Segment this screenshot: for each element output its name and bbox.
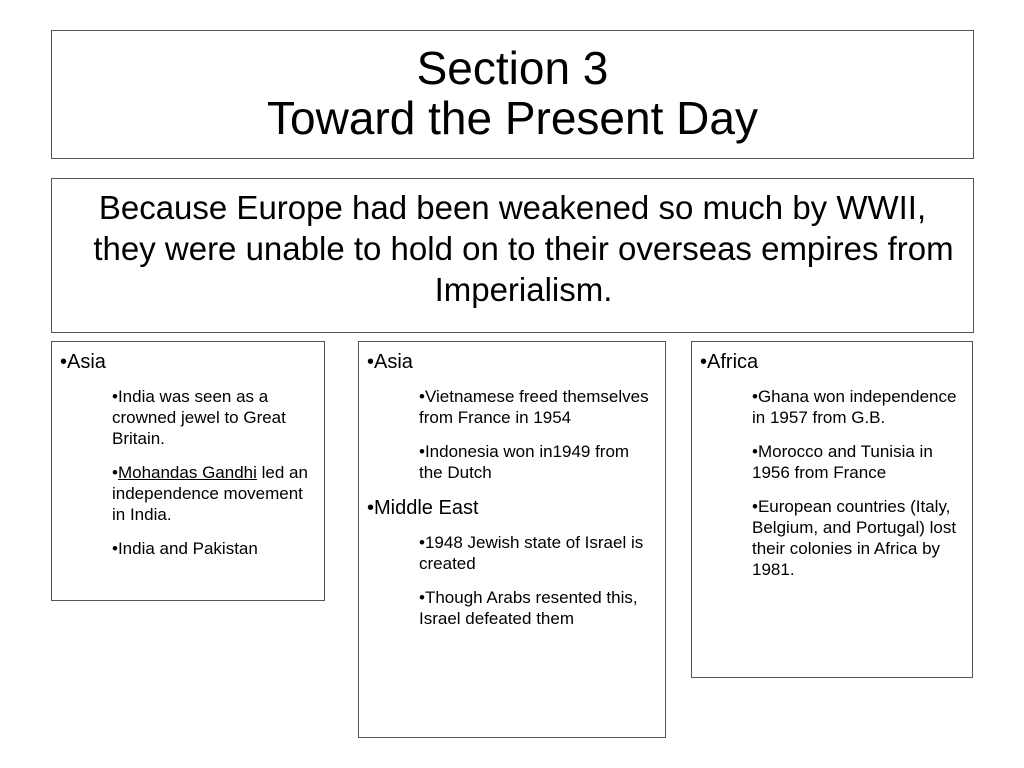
bullet: • [752, 387, 758, 406]
asia-column-1 [51, 341, 325, 601]
bullet: • [700, 351, 708, 373]
bullet: • [419, 533, 425, 552]
item-text: led an independence movement in India. [112, 463, 308, 524]
list-item [752, 496, 964, 580]
item-text: India and Pakistan [117, 539, 258, 558]
item-text: 1948 Jewish state of Israel is created [419, 533, 644, 573]
heading-text: Asia [67, 351, 106, 373]
asia-middle-east-column [358, 341, 666, 738]
bullet: • [112, 387, 118, 406]
item-text: Though Arabs resented this, Israel defeated them [419, 588, 638, 628]
item-text: Vietnamese freed themselves from France in 1954 [419, 387, 649, 427]
list-item [419, 587, 657, 629]
list-item [419, 441, 657, 483]
list-item [419, 386, 657, 428]
heading-text: Asia [374, 351, 413, 373]
column-heading [60, 350, 316, 374]
bullet: • [752, 442, 758, 461]
bullet: • [112, 539, 118, 558]
title-box [51, 30, 974, 159]
list-item [112, 538, 316, 559]
heading-text: Middle East [374, 497, 479, 519]
africa-column [691, 341, 973, 678]
intro-box [51, 178, 974, 333]
column-heading [367, 350, 657, 374]
heading-text: Africa [707, 351, 759, 373]
item-text: India was seen as a crowned jewel to Great Britain. [112, 387, 286, 448]
list-item [752, 386, 964, 428]
slide-title-line-2: Toward the Present Day [267, 92, 758, 144]
bullet: • [419, 588, 425, 607]
bullet: • [367, 497, 375, 519]
list-item [419, 532, 657, 574]
list-item [112, 386, 316, 449]
bullet: • [367, 351, 375, 373]
column-heading [700, 350, 964, 374]
column-heading [367, 496, 657, 520]
list-item [752, 441, 964, 483]
intro-text: Because Europe had been weakened so much by WWII, they were unable to hold on to their overseas empires from Imperialism. [93, 189, 954, 308]
item-text: European countries (Italy, Belgium, and Portugal) lost their colonies in Africa by 1981. [752, 497, 957, 579]
bullet: • [60, 351, 68, 373]
bullet: • [112, 463, 118, 482]
slide-title-line-1: Section 3 [416, 42, 609, 94]
bullet: • [419, 387, 425, 406]
bullet: • [419, 442, 425, 461]
gandhi-link-text: Mohandas Gandhi [117, 463, 257, 482]
bullet: • [752, 497, 758, 516]
item-text: Morocco and Tunisia in 1956 from France [752, 442, 933, 482]
list-item [112, 462, 316, 525]
item-text: Indonesia won in1949 from the Dutch [419, 442, 630, 482]
item-text: Ghana won independence in 1957 from G.B. [752, 387, 957, 427]
